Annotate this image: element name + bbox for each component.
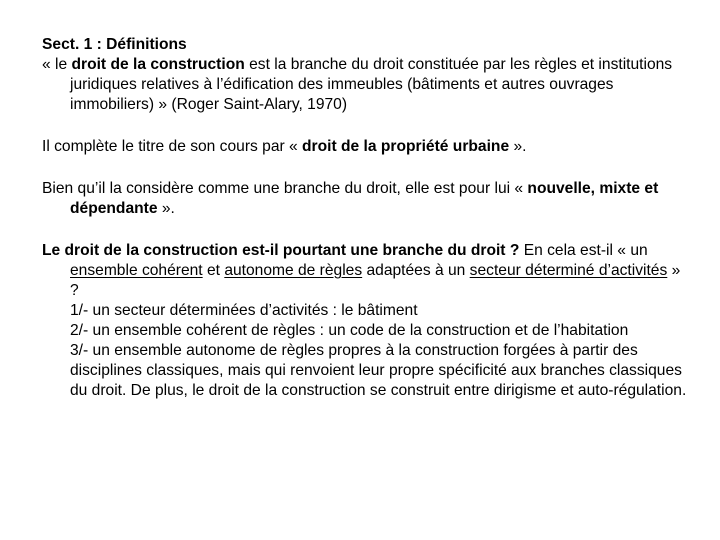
definition-term: droit de la construction [71, 56, 245, 73]
underlined-term-autonomous: autonome de règles [224, 262, 363, 279]
course-title-paragraph: Il complète le titre de son cours par « droit de la propriété urbaine ». [42, 138, 527, 155]
underlined-term-sector: secteur déterminé d’activités [469, 262, 668, 279]
definition-paragraph: « le droit de la construction est la branche du droit constituée par les règles et institutions juridiques relatives à l’édification des immeubles (bâtiments et autres ouvrages immobiliers) » (Roger Saint-Alary, 1970) [42, 56, 673, 113]
course-title: droit de la propriété urbaine [302, 138, 510, 155]
list-item: 3/- un ensemble autonome de règles propres à la construction forgées à partir des disciplines classiques, mais qui renvoient leur propre spécificité aux branches classiques du droit. De plus, le droit de la construction se construit entre dirigisme et auto-régulation. [70, 342, 687, 399]
branch-qualifiers: nouvelle, mixte et dépendante [70, 180, 659, 217]
question-text: Le droit de la construction est-il pourtant une branche du droit ? [42, 242, 520, 259]
question-paragraph: Le droit de la construction est-il pourtant une branche du droit ? En cela est-il « un ensemble cohérent et autonome de règles adaptées à un secteur déterminé d’activités » ? [42, 242, 681, 299]
underlined-term-coherent: ensemble cohérent [70, 262, 203, 279]
section-title: Sect. 1 : Définitions [42, 36, 187, 53]
branch-paragraph: Bien qu’il la considère comme une branche du droit, elle est pour lui « nouvelle, mixte et dépendante ». [42, 180, 659, 217]
list-item: 1/- un secteur déterminées d’activités : le bâtiment [70, 302, 418, 319]
list-item: 2/- un ensemble cohérent de règles : un code de la construction et de l’habitation [70, 322, 629, 339]
slide-content [42, 35, 688, 401]
